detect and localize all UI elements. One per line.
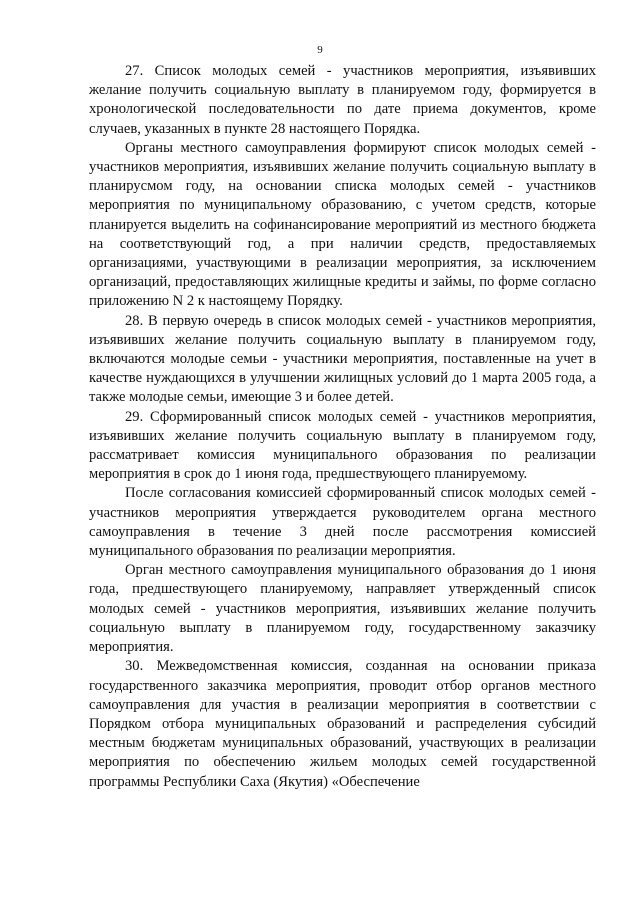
paragraph-item-30: 30. Межведомственная комиссия, созданная на основании приказа государственного заказчика мероприятия, проводит отбор органов местного самоуправления для участия в реализации мероприятия в соответствии с Порядком отбора муниципальных образований и распределения субсидий местным бюджетам муниципальных образований, участвующих в реализации мероприятия по обеспечению жильем молодых семей государственной программы Республики Саха (Якутия) «Обеспечение [89, 658, 596, 790]
paragraph-list-approval: После согласования комиссией сформированный список молодых семей - участников мероприятия утверждается руководителем органа местного самоуправления в течение 3 дней после рассмотрения комиссией муниципального образования по реализации мероприятия. [89, 485, 596, 560]
paragraph-item-27: 27. Список молодых семей - участников мероприятия, изъявивших желание получить социальную выплату в планируемом году, формируется в хронологической последовательности по дате приема документов, кроме случаев, указанных в пункте 28 настоящего Порядка. [89, 63, 596, 137]
page-number: 9 [317, 44, 323, 56]
document-body [89, 62, 596, 792]
paragraph-item-29: 29. Сформированный список молодых семей - участников мероприятия, изъявивших желание получить социальную выплату в планируемом году, рассматривает комиссия муниципального образования по реализации мероприятия в срок до 1 июня года, предшествующего планируемому. [89, 408, 596, 483]
paragraph-local-authorities-list: Органы местного самоуправления формируют список молодых семей - участников мероприятия, изъявивших желание получить социальную выплату в планирусмом году, на основании списка молодых семей - участников мероприятия по муниципальному образованию, с учетом средств, которые планируется выделить на софинансирование мероприятий из местного бюджета на соответствующий год, а при наличии средств, предоставляемых организациями, участвующими в реализации мероприятия, за исключением организаций, предоставляющих жилищные кредиты и займы, по форме согласно приложению N 2 к настоящему Порядку. [89, 139, 596, 310]
paragraph-list-submission: Орган местного самоуправления муниципального образования до 1 июня года, предшествующего планируемому, направляет утвержденный список молодых семей - участников мероприятия, изъявивших желание получить социальную выплату в планируемом году, государственному заказчику мероприятия. [89, 562, 596, 656]
paragraph-item-28: 28. В первую очередь в список молодых семей - участников мероприятия, изъявивших желание получить социальную выплату в планируемом году, включаются молодые семьи - участники мероприятия, поставленные на учет в качестве нуждающихся в улучшении жилищных условий до 1 марта 2005 года, а также молодые семьи, имеющие 3 и более детей. [89, 312, 596, 406]
